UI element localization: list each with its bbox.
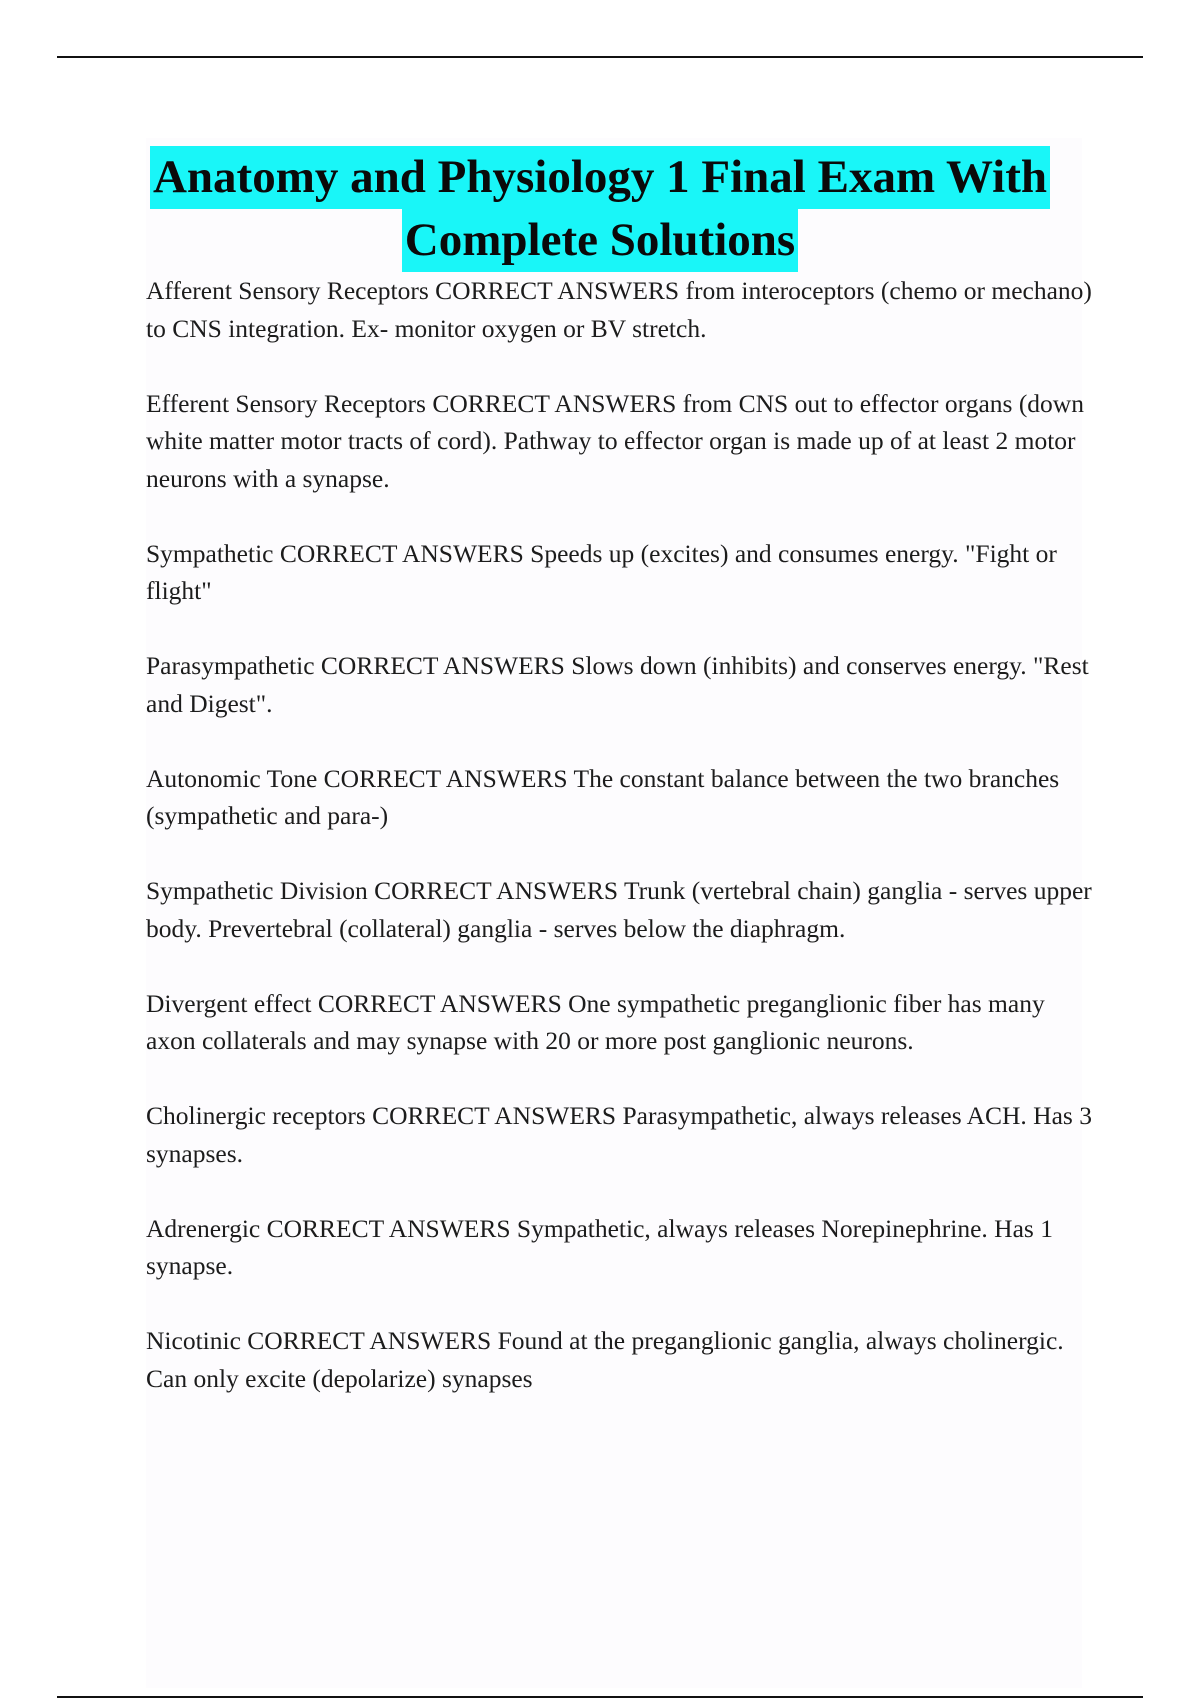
- qa-item-adrenergic: Adrenergic CORRECT ANSWERS Sympathetic, always releases Norepinephrine. Has 1 synapse.: [146, 1213, 1053, 1280]
- title-line-2: Complete Solutions: [402, 209, 798, 272]
- qa-list: [146, 272, 1092, 1435]
- title-line-1: Anatomy and Physiology 1 Final Exam With: [150, 146, 1050, 209]
- qa-item-sympathetic: Sympathetic CORRECT ANSWERS Speeds up (excites) and consumes energy. "Fight or flight": [146, 538, 1057, 605]
- page-title: [0, 146, 1200, 272]
- qa-item-autonomic-tone: Autonomic Tone CORRECT ANSWERS The constant balance between the two branches (sympathetic and para-): [146, 763, 1060, 830]
- top-divider: [57, 56, 1143, 58]
- qa-item-sympathetic-division: Sympathetic Division CORRECT ANSWERS Trunk (vertebral chain) ganglia - serves upper body. Prevertebral (collateral) ganglia - serves below the diaphragm.: [146, 876, 1092, 943]
- qa-item-efferent: Efferent Sensory Receptors CORRECT ANSWERS from CNS out to effector organs (down white matter motor tracts of cord). Pathway to effector organ is made up of at least 2 motor neurons with a synapse.: [146, 388, 1084, 493]
- qa-item-afferent: Afferent Sensory Receptors CORRECT ANSWERS from interoceptors (chemo or mechano) to CNS integration. Ex- monitor oxygen or BV stretch.: [146, 276, 1092, 343]
- qa-item-nicotinic: Nicotinic CORRECT ANSWERS Found at the preganglionic ganglia, always cholinergic. Can only excite (depolarize) synapses: [146, 1326, 1064, 1393]
- qa-item-parasympathetic: Parasympathetic CORRECT ANSWERS Slows down (inhibits) and conserves energy. "Rest and Digest".: [146, 651, 1089, 718]
- qa-item-cholinergic: Cholinergic receptors CORRECT ANSWERS Parasympathetic, always releases ACH. Has 3 synapses.: [146, 1101, 1092, 1168]
- bottom-divider: [57, 1696, 1143, 1698]
- qa-item-divergent-effect: Divergent effect CORRECT ANSWERS One sympathetic preganglionic fiber has many axon collaterals and may synapse with 20 or more post ganglionic neurons.: [146, 988, 1045, 1055]
